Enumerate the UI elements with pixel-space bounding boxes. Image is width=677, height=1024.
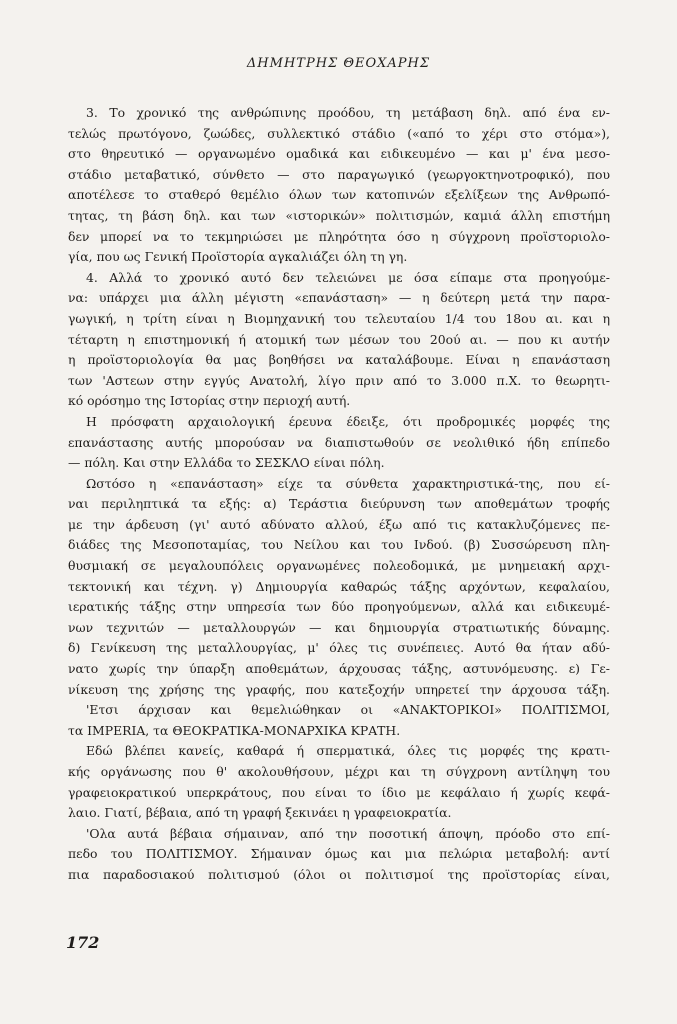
text-line: γωγική, η τρίτη είναι η Βιομηχανική του τελευταίου 1/4 του 18ου αι. και η: [68, 310, 610, 326]
text-line: Ωστόσο η «επανάσταση» είχε τα σύνθετα χαρακτηριστικά-της, που εί-: [86, 475, 610, 491]
text-line: να: υπάρχει μια άλλη μέγιστη «επανάσταση» — η δεύτερη μετά την παρα-: [68, 290, 610, 306]
text-line: διάδες της Μεσοποταμίας, του Νείλου και του Ινδού. (β) Συσσώρευση πλη-: [68, 537, 610, 553]
text-line: 4. Αλλά το χρονικό αυτό δεν τελειώνει με όσα είπαμε στα προηγούμε-: [86, 269, 610, 285]
text-line: στάδιο μεταβατικό, σύνθετο — στο παραγωγικό (γεωργοκτηνοτροφικό), που: [68, 166, 610, 182]
text-line: — πόλη. Και στην Ελλάδα το ΣΕΣΚΛΟ είναι πόλη.: [68, 455, 385, 471]
text-line: πεδο του ΠΟΛΙΤΙΣΜΟΥ. Σήμαιναν όμως και μια πελώρια μεταβολή: αντί: [68, 846, 610, 862]
running-header: ΔΗΜΗΤΡΗΣ ΘΕΟΧΑΡΗΣ: [246, 56, 431, 71]
text-line: πια παραδοσιακού πολιτισμού (όλοι οι πολιτισμοί της προϊστορίας είναι,: [68, 866, 610, 882]
text-line: δεν μπορεί να το τεκμηριώσει με πληρότητα όσο η σύγχρονη προϊστοριολο-: [68, 228, 610, 244]
text-line: θυσμιακή σε μεγαλουπόλεις οργανωμένες πολεοδομικά, με μνημειακή αρχι-: [68, 558, 610, 574]
text-line: επανάστασης αυτής μπορούσαν να διαπιστωθούν σε νεολιθικό ήδη επίπεδο: [68, 434, 610, 450]
text-line: με την άρδευση (γι' αυτό αδύνατο αλλού, έξω από τις κατακλυζόμενες πε-: [68, 516, 610, 532]
text-line: αποτέλεσε το σταθερό θεμέλιο όλων των κατοπινών εξελίξεων της Ανθρωπό-: [68, 187, 610, 203]
text-line: τελώς πρωτόγονο, ζωώδες, συλλεκτικό στάδιο («από το χέρι στο στόμα»),: [68, 125, 610, 141]
text-line: λαιο. Γιατί, βέβαια, από τη γραφή ξεκινάει η γραφειοκρατία.: [68, 805, 452, 821]
text-line: Η πρόσφατη αρχαιολογική έρευνα έδειξε, ότι προδρομικές μορφές της: [86, 413, 610, 429]
text-line: κό ορόσημο της Ιστορίας στην περιοχή αυτή.: [68, 393, 351, 409]
text-line: 'Ετσι άρχισαν και θεμελιώθηκαν οι «ΑΝΑΚΤΟΡΙΚΟΙ» ΠΟΛΙΤΙΣΜΟΙ,: [86, 702, 610, 718]
text-line: 'Ολα αυτά βέβαια σήμαιναν, από την ποσοτική άποψη, πρόοδο στο επί-: [86, 825, 610, 841]
text-line: νίκευση της χρήσης της γραφής, που κατεξοχήν υπηρετεί την άρχουσα τάξη.: [68, 681, 610, 697]
text-line: νων τεχνιτών — μεταλλουργών — και δημιουργία στρατιωτικής δύναμης.: [68, 619, 610, 635]
text-line: γία, που ως Γενική Προϊστορία αγκαλιάζει όλη τη γη.: [68, 249, 408, 265]
text-line: τέταρτη η επιστημονική ή ατομική των μέσων του 20ού αι. — που κι αυτήν: [68, 331, 610, 347]
text-line: γραφειοκρατικού υπερκράτους, που είναι το ίδιο με κεφάλαιο ή χωρίς κεφά-: [68, 784, 610, 800]
text-line: 3. Το χρονικό της ανθρώπινης προόδου, τη μετάβαση δηλ. από ένα εν-: [86, 105, 610, 120]
text-line: τα IMPERIA, τα ΘΕΟΚΡΑΤΙΚΑ-ΜΟΝΑΡΧΙΚΑ ΚΡΑΤΗ.: [68, 722, 401, 738]
text-line: νατο χωρίς την ύπαρξη αποθεμάτων, άρχουσας τάξης, αστυνόμευσης. ε) Γε-: [68, 661, 610, 677]
page-number: 172: [66, 933, 100, 952]
text-line: κής οργάνωσης που θ' ακολουθήσουν, μέχρι και τη σύγχρονη αντίληψη του: [68, 764, 610, 779]
text-line: δ) Γενίκευση της μεταλλουργίας, μ' όλες τις συνέπειες. Αυτό θα ήταν αδύ-: [68, 640, 610, 656]
body-text: [68, 103, 610, 886]
text-line: ναι περιληπτικά τα εξής: α) Τεράστια διεύρυνση των αποθεμάτων τροφής: [68, 496, 610, 512]
text-line: Εδώ βλέπει κανείς, καθαρά ή σπερματικά, όλες τις μορφές της κρατι-: [86, 743, 610, 759]
text-line: η προϊστοριολογία θα μας βοηθήσει να καταλάβουμε. Είναι η επανάσταση: [68, 352, 610, 368]
text-line: στο θηρευτικό — οργανωμένο ομαδικά και ειδικευμένο — και μ' ένα μεσο-: [68, 146, 610, 162]
text-line: τητας, τη βάση δηλ. και των «ιστορικών» πολιτισμών, καμιά άλλη επιστήμη: [68, 207, 610, 223]
text-line: τεκτονική και τέχνη. γ) Δημιουργία καθαρώς τάξης αρχόντων, κεφαλαίου,: [68, 578, 610, 594]
text-line: ιερατικής τάξης στην υπηρεσία των δύο προηγούμενων, αλλά και ειδικευμέ-: [68, 599, 610, 615]
text-line: των 'Αστεων στην εγγύς Ανατολή, λίγο πριν από το 3.000 π.Χ. το θεωρητι-: [68, 372, 610, 388]
